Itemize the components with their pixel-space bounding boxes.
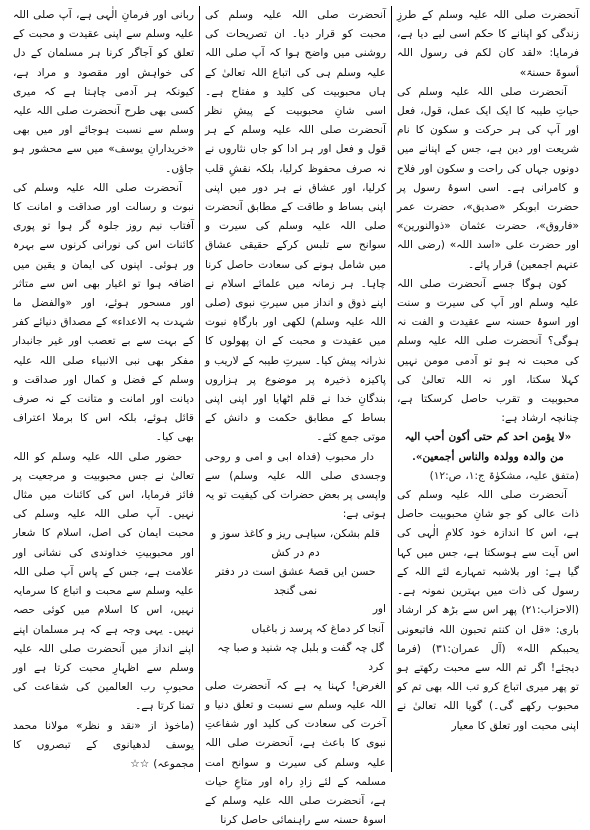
star-icon: ☆☆ [130, 757, 150, 770]
paragraph: آنحضرت صلی اللہ علیہ وسلم کی ذات عالی کو جو شانِ محبوبیت حاصل ہے، اس کا اندازہ خود کلامِ الٰہی کی اس آیت سے ہوسکتا ہے، جس میں کہا گیا ہے: اور بلاشبہ تمہارے لئے اللہ کے رسول کی ذات میں بہترین نمونہ ہے۔ (الاحزاب:۲۱) پھر اس سے بڑھ کر ارشاد باری: «قل ان کنتم تحبون اللہ فاتبعونی یحببکم اللہ» (آل عمران:۳۱) (فرما دیجئے! اگر تم اللہ سے محبت رکھتے ہو تو پھر میری اتباع کرو تب اللہ بھی تم کو محبوب رکھے گی۔) گویا اللہ تعالیٰ نے اپنی محبت اور تعلق کا معیار [397, 489, 579, 732]
column-left [8, 6, 200, 772]
verse-line: حسن ایں قصۂ عشق است در دفتر نمی گنجد [215, 565, 376, 598]
couplet-line [205, 639, 386, 677]
paragraph: آنحضرت صلی اللہ علیہ وسلم کے طرزِ زندگی کو اپنانے کا حکم اسی لیے دیا ہے، فرمایا: «لقد کان لکم فی رسول اللہ أسوۃ حسنۃ» [397, 9, 579, 79]
paragraph: اور [372, 603, 386, 616]
paragraph: آنحضرت صلی اللہ علیہ وسلم کی نبوت و رسالت اور صداقت و امانت کا آفتاب نیم روز جلوہ گر ہوا تو پوری کائنات اس کی نورانی کرنوں سے بہرہ ور ہوئی۔ اپنوں کی ایمان و یقین میں اضافہ ہوا تو اغیار بھی اس سے متاثر اور مسحور ہوئے، اور «والفضل ما شہدت بہ الاعداء» کے مصداق دنیائے کفر کے بہت سے بے تعصب اور غیر جانبدار مفکر بھی نبی الانبیاء صلی اللہ علیہ وسلم کے فضل و کمال اور صداقت و دیانت اور امانت و متانت کے نہ صرف قائل ہوئے، بلکہ اس کا برملا اعتراف بھی کیا۔ [13, 181, 194, 444]
persian-verse [205, 524, 386, 600]
paragraph: آنحضرت صلی اللہ علیہ وسلم کی محبت کو قرار دیا۔ ان تصریحات کی روشنی میں واضح ہوا کہ آپ صلی اللہ علیہ وسلم ہی کی اتباع اللہ تعالیٰ کے ہاں محبوبیت کی کلید و مفتاح ہے۔ اسی شانِ محبوبیت کے پیشِ نظر آنحضرت صلی اللہ علیہ وسلم کے ہر قول و فعل اور ہر ادا کو جاں نثاروں نے نہ صرف محفوظ کرلیا، بلکہ نقشِ قلب کرلیا، اور عشاق نے ہر دور میں اپنی اپنی بساط و طاقت کے مطابق آنحضرت صلی اللہ علیہ وسلم کی سیرت و سوانح سے تلبس کرکے حقیقی عشاق میں شامل ہونے کی سعادت حاصل کرنا چاہا۔ ہر زمانہ میں علمائے اسلام نے اپنے ذوق و انداز میں سیرتِ نبوی (صلی اللہ علیہ وسلم) لکھی اور بارگاہِ نبوت میں عقیدت و محبت کے ان پھولوں کا نذرانہ پیش کیا۔ سیرتِ طیبہ کے لاریب و پاکیزہ ذخیرہ پر موضوع پر ہزاروں بندگانِ خدا نے قلم اٹھایا اور اپنی اپنی بساط کے مطابق حکمت و دانش کے موتی جمع کئے۔ [205, 9, 386, 444]
source-note [13, 717, 194, 775]
paragraph: کون ہوگا جسے آنحضرت صلی اللہ علیہ وسلم اور آپ کی سیرت و سنت اور اسوۂ حسنہ سے عقیدت و الفت نہ ہوگی؟ آنحضرت صلی اللہ علیہ وسلم کی محبت نہ ہو تو آدمی مومن نہیں کہلا سکتا، اور نہ اللہ تعالیٰ کی محبوبیت و تقرب حاصل کرسکتا ہے، چنانچہ ارشاد ہے: [397, 277, 579, 425]
couplet-text: گل چہ گفت و بلبل چہ شنید و صبا چہ کرد [217, 641, 384, 673]
couplet-text: آنجا کر دماغ کہ پرسد ز باغباں [251, 622, 384, 635]
citation: (متفق علیہ، مشکوٰۃ ج:۱، ص:۱۲) [429, 469, 579, 482]
paragraph: حضور صلی اللہ علیہ وسلم کو اللہ تعالیٰ نے جس محبوبیت و مرجعیت پر فائز فرمایا، اس کی کائنات میں مثال نہیں۔ آپ صلی اللہ علیہ وسلم کی محبت ایمان کی اصل، اسلام کا شعار اور محبوبیتِ خداوندی کی نشانی اور علامت ہے، جس کے پاس آپ صلی اللہ علیہ وسلم سے محبت و اتباع کا سرمایہ نہیں، اس کا اسلام میں کوئی حصہ نہیں۔ یہی وجہ ہے کہ ہر مسلمان اپنے اپنے انداز میں آنحضرت صلی اللہ علیہ وسلم سے اظہارِ محبت کرتا ہے اور محبوبِ رب العالمین کی شفاعت کی تمنا کرتا ہے۔ [13, 450, 194, 713]
source-text: (ماخوذ از «نقد و نظر» مولانا محمد یوسف لدھیانوی کے تبصروں کا مجموعہ) [13, 719, 194, 770]
column-right [392, 6, 584, 772]
paragraph: الغرض! کہنا یہ ہے کہ آنحضرت صلی اللہ علیہ وسلم سے نسبت و تعلق دنیا و آخرت کی سعادت کی کلید اور شفاعتِ نبوی کا باعث ہے، آنحضرت صلی اللہ علیہ وسلم کی سیرت و سوانح امت مسلمہ کے لئے زادِ راہ اور متاعِ حیات ہے، آنحضرت صلی اللہ علیہ وسلم کے اسوۂ حسنہ سے راہنمائی حاصل کرنا [205, 679, 386, 827]
paragraph: دار محبوب (فداہ ابی و امی و روحی وجسدی صلی اللہ علیہ وسلم) سے واپسی پر بعض حضرات کی کیفیت تو یہ ہوتی ہے: [205, 450, 386, 521]
couplet-line [205, 620, 386, 639]
paragraph: آنحضرت صلی اللہ علیہ وسلم کی حیاتِ طیبہ کا ایک ایک عمل، قول، فعل اور آپ کی ہر حرکت و سکون کا نام شریعت اور دین ہے، جس کے اپنانے میں دونوں جہاں کی راحت و سکون اور فلاح و کامرانی ہے۔ اسی اسوۂ رسول پر حضرت ابوبکر «صدیق»، حضرت عمر «فاروق»، حضرت عثمان «ذوالنورین» اور حضرت علی «اسد اللہ» (رضی اللہ عنہم اجمعین) قرار پائے۔ [397, 85, 579, 271]
column-middle [200, 6, 392, 827]
verse-line: قلم بشکن، سیاہی ریز و کاغذ سوز و دم در کش [211, 527, 380, 560]
paragraph: ربانی اور فرمانِ الٰہی ہے، آپ صلی اللہ علیہ وسلم سے اپنی عقیدت و محبت کے تعلق کو آجاگر کرنا ہر مسلمان کے دل کی خواہش اور مقصود و مراد ہے، کیونکہ ہر آدمی چاہتا ہے کہ میری کسی بھی طرح آنحضرت صلی اللہ علیہ وسلم سے نسبت ہوجائے اور میں بھی «خریدارانِ یوسف» میں سے محشور ہو جاؤں۔ [13, 9, 194, 175]
hadith-quote: «لا یؤمن احد کم حتی أکون أحب الیہ من والدہ وولدہ والناس أجمعین». [404, 431, 572, 463]
